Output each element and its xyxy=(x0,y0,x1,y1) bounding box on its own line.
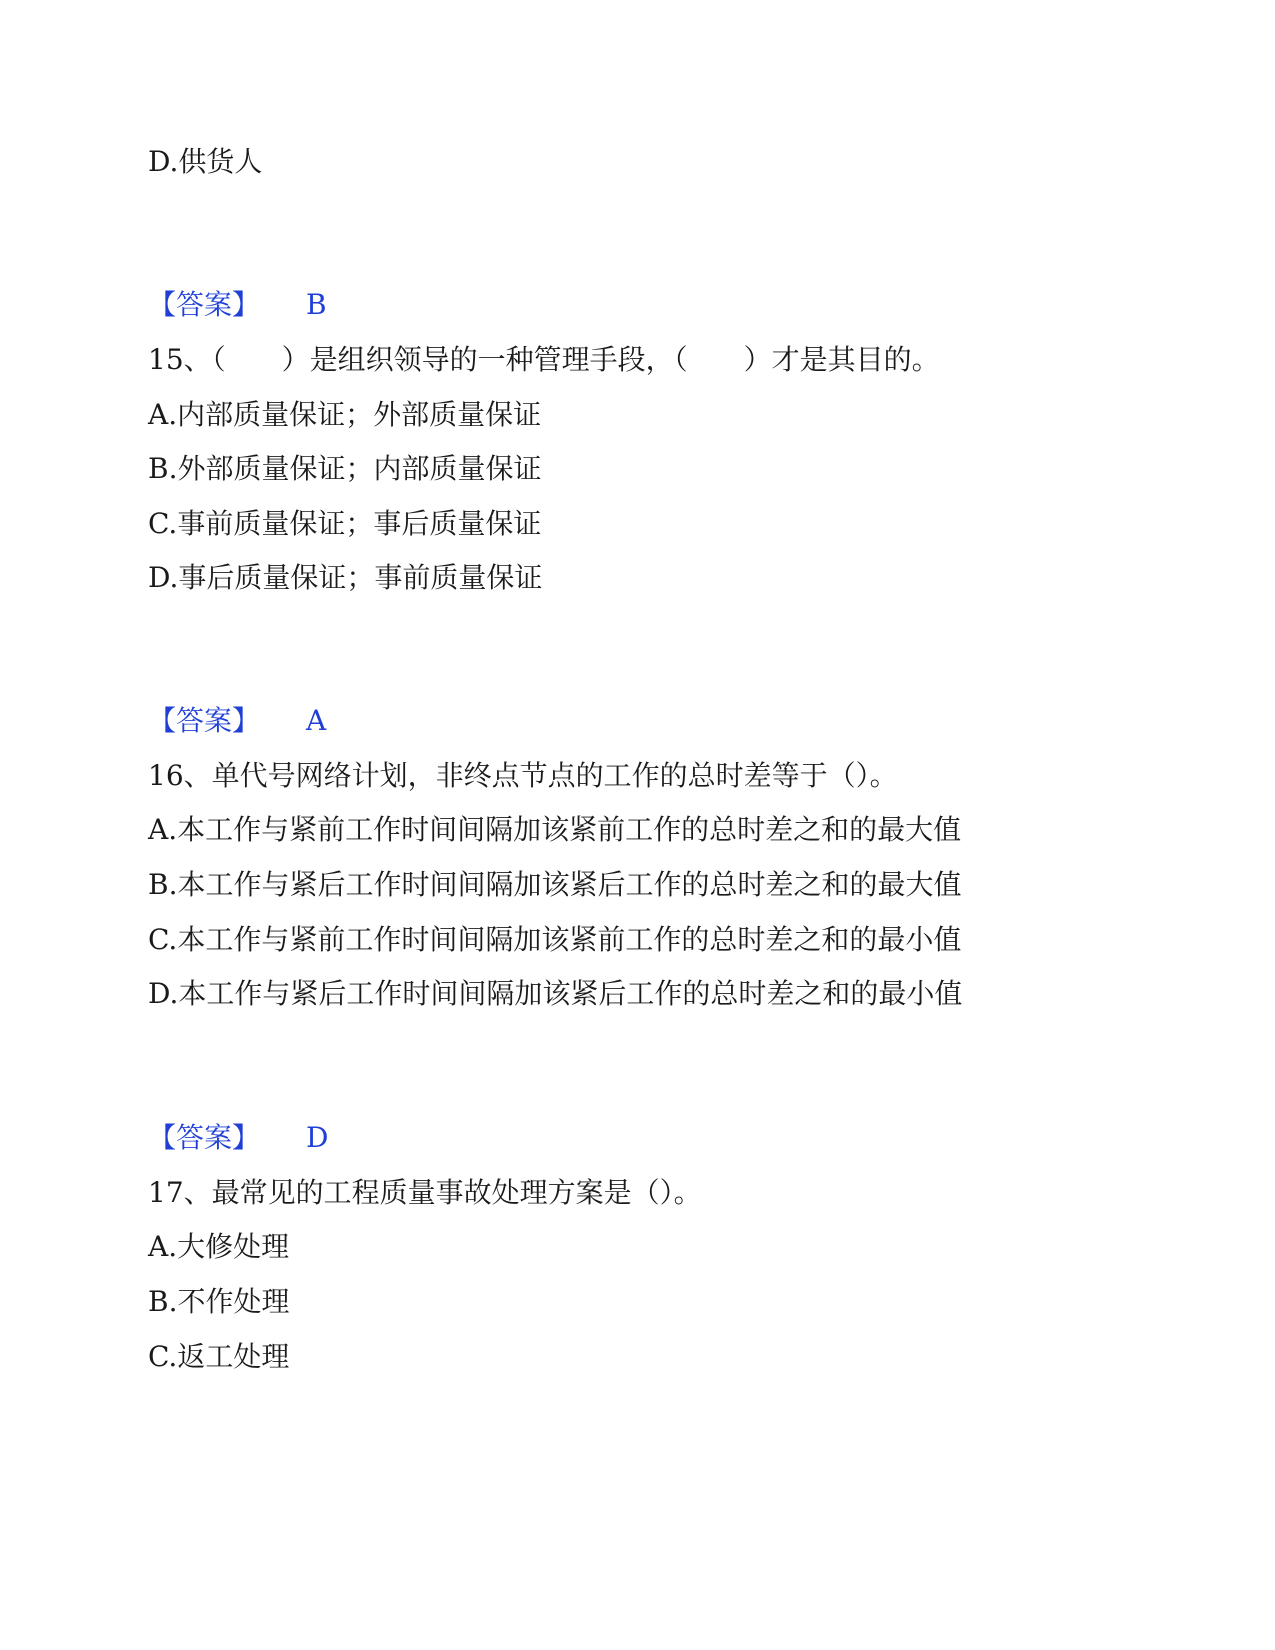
answer-tag: 【答案】 xyxy=(148,1121,261,1154)
answer-tag: 【答案】 xyxy=(148,704,261,737)
option-d-q16: D.本工作与紧后工作时间间隔加该紧后工作的总时差之和的最小值 xyxy=(148,977,963,1010)
question-15: 15、（ ）是组织领导的一种管理手段，（ ）才是其目的。 xyxy=(148,343,940,376)
option-c-q15: C.事前质量保证；事后质量保证 xyxy=(148,507,542,540)
option-b-q16: B.本工作与紧后工作时间间隔加该紧后工作的总时差之和的最大值 xyxy=(148,868,962,901)
option-d-q14: D.供货人 xyxy=(148,145,263,178)
option-c-q17: C.返工处理 xyxy=(148,1340,290,1373)
option-d-q15: D.事后质量保证；事前质量保证 xyxy=(148,561,543,594)
answer-line-q15 xyxy=(148,703,326,739)
question-16: 16、单代号网络计划，非终点节点的工作的总时差等于（）。 xyxy=(148,759,898,792)
answer-tag: 【答案】 xyxy=(148,288,261,321)
option-a-q17: A.大修处理 xyxy=(148,1230,290,1263)
answer-value: D xyxy=(306,1121,329,1154)
option-c-q16: C.本工作与紧前工作时间间隔加该紧前工作的总时差之和的最小值 xyxy=(148,923,962,956)
answer-value: A xyxy=(306,704,327,737)
answer-line-q14 xyxy=(148,287,327,323)
answer-line-q16 xyxy=(148,1120,328,1156)
question-17: 17、最常见的工程质量事故处理方案是（）。 xyxy=(148,1176,702,1209)
option-a-q16: A.本工作与紧前工作时间间隔加该紧前工作的总时差之和的最大值 xyxy=(148,813,962,846)
option-b-q15: B.外部质量保证；内部质量保证 xyxy=(148,452,542,485)
option-a-q15: A.内部质量保证；外部质量保证 xyxy=(148,398,542,431)
answer-value: B xyxy=(306,288,327,321)
option-b-q17: B.不作处理 xyxy=(148,1285,290,1318)
